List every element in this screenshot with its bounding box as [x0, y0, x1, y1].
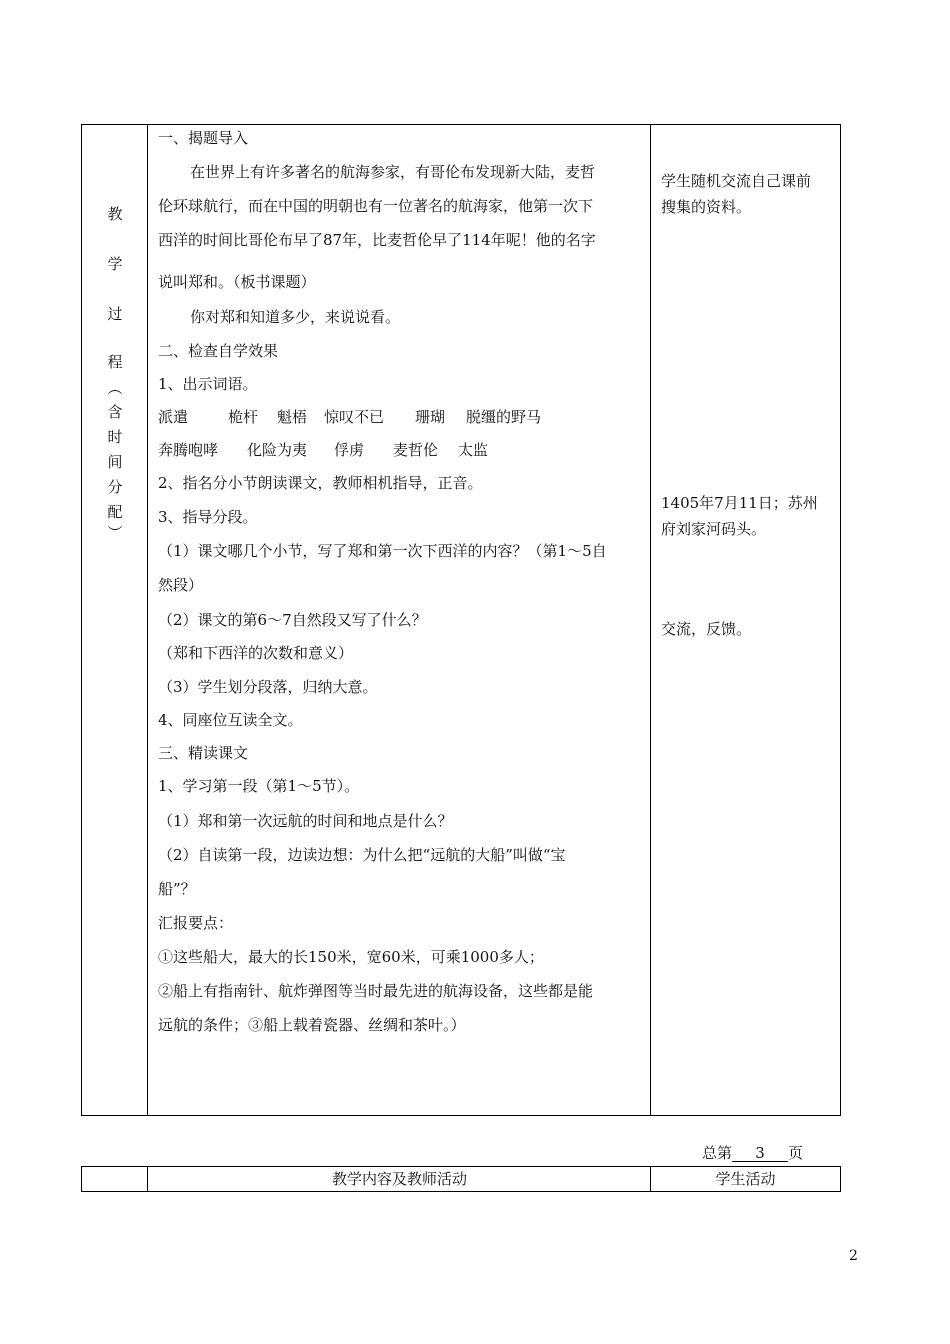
question-line: 船”？: [158, 880, 196, 898]
note-char: 含: [107, 403, 123, 421]
header-cell-teacher: 教学内容及教师活动: [331, 1170, 467, 1188]
label-char: 学: [107, 255, 123, 273]
page-counter-prefix: 总第: [702, 1144, 733, 1162]
vocab-word: 派遣: [158, 408, 189, 426]
paragraph-line: 伦环球航行，而在中国的明朝也有一位著名的航海家，他第一次下: [158, 197, 594, 215]
question-line: 然段）: [158, 576, 204, 594]
vocab-word: 脱缰的野马: [466, 408, 542, 426]
note-char: 配: [107, 503, 123, 521]
list-item: 2、指名分小节朗读课文，教师相机指导，正音。: [158, 474, 483, 492]
note-char: 时: [107, 428, 123, 446]
vocab-word: 惊叹不已: [324, 408, 385, 426]
report-point: 远航的条件；③船上载着瓷器、丝绸和茶叶。）: [158, 1016, 466, 1034]
student-note: 交流，反馈。: [661, 620, 752, 638]
question-line: （2）自读第一段，边读边想：为什么把“远航的大船”叫做“宝: [158, 846, 566, 864]
question-line: （1）郑和第一次远航的时间和地点是什么？: [158, 812, 453, 830]
list-item: 1、出示词语。: [158, 375, 258, 393]
vocab-word: 珊瑚: [415, 408, 446, 426]
section-heading: 三、精读课文: [158, 744, 249, 762]
report-point: ②船上有指南针、航炸弹图等当时最先进的航海设备，这些都是能: [158, 982, 594, 1000]
page-number: 2: [849, 1248, 858, 1264]
section-label-column: [82, 125, 148, 1115]
answer-line: （郑和下西洋的次数和意义）: [158, 644, 354, 662]
section-heading: 二、检查自学效果: [158, 342, 279, 360]
paragraph-line: 西洋的时间比哥伦布早了87年，比麦哲伦早了114年呢！他的名字: [158, 231, 596, 249]
label-char: 程: [107, 353, 123, 371]
list-item: 4、同座位互读全文。: [158, 711, 303, 729]
report-point: ①这些船大，最大的长150米，宽60米，可乘1000多人；: [158, 948, 544, 966]
column-header-table: [81, 1166, 841, 1192]
label-char: 教: [107, 205, 123, 223]
vocab-word: 俘虏: [334, 441, 365, 459]
paragraph-line: 说叫郑和。（板书课题）: [158, 273, 316, 291]
question-line: （2）课文的第6～7自然段又写了什么？: [158, 611, 427, 629]
question-line: （1）课文哪几个小节，写了郑和第一次下西洋的内容？（第1～5自: [158, 542, 607, 560]
page-counter-suffix: 页: [788, 1144, 804, 1162]
note-char: ︶: [107, 524, 123, 542]
vocab-word: 化险为夷: [247, 441, 308, 459]
question-line: （3）学生划分段落，归纳大意。: [158, 678, 378, 696]
list-item: 3、指导分段。: [158, 508, 258, 526]
note-char: 间: [107, 453, 123, 471]
paragraph-line: 在世界上有许多著名的航海参家，有哥伦布发现新大陆，麦哲: [190, 163, 596, 181]
label-char: 过: [107, 305, 123, 323]
student-note: 搜集的资料。: [661, 198, 752, 216]
vocab-word: 麦哲伦: [393, 441, 439, 459]
section-heading: 一、揭题导入: [158, 129, 249, 147]
vocab-word: 太监: [458, 441, 489, 459]
list-item: 1、学习第一段（第1～5节）。: [158, 777, 360, 795]
vocab-word: 奔腾咆哮: [158, 441, 219, 459]
student-note: 府刘家河码头。: [661, 520, 767, 538]
teacher-activity-column: [148, 125, 651, 1115]
vocab-word: 魁梧: [277, 408, 308, 426]
paragraph-line: 你对郑和知道多少，来说说看。: [190, 308, 401, 326]
note-char: ︵: [107, 379, 123, 397]
vocab-word: 桅杆: [228, 408, 259, 426]
page-counter-number: 3: [732, 1145, 788, 1162]
header-cell-empty: [82, 1167, 148, 1191]
report-heading: 汇报要点：: [158, 914, 234, 932]
student-note: 学生随机交流自己课前: [661, 172, 812, 190]
note-char: 分: [107, 478, 123, 496]
page-counter: [702, 1143, 803, 1163]
header-cell-student: 学生活动: [715, 1170, 776, 1188]
student-activity-column: [651, 125, 840, 1115]
lesson-table: [81, 124, 841, 1116]
student-note: 1405年7月11日；苏州: [661, 494, 818, 512]
